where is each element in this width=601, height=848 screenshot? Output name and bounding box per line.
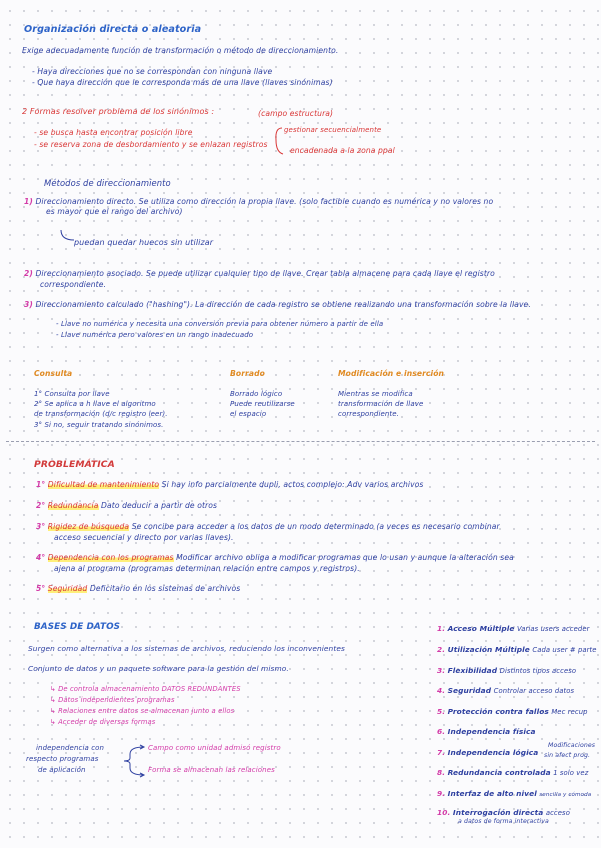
ventaja-item [437, 789, 591, 798]
ventaja-item [437, 707, 588, 716]
intro-line: Exige adecuadamente función de transformación o método de direccionamiento. [22, 46, 339, 55]
ventaja-key: Redundancia controlada [447, 768, 551, 777]
indep-label: de aplicación [38, 766, 86, 774]
op-line: Mientras se modifica [338, 390, 413, 398]
ventaja-key: Interrogación directa [452, 808, 544, 817]
op-title-borrado: Borrado [230, 369, 265, 378]
ventaja-desc: Controlar acceso datos [493, 687, 575, 695]
op-title-modificacion: Modificación e inserción [338, 369, 445, 378]
problema-number: 3° [36, 522, 46, 531]
op-line: 2° Se aplica a h llave el algoritmo [34, 400, 156, 408]
problema-item [36, 523, 500, 531]
op-line: Borrado lógico [230, 390, 283, 398]
problema-number: 4° [36, 553, 46, 562]
metodo-cont: es mayor que el rango del archivo) [46, 207, 183, 216]
ventaja-desc: Cada user # parte [532, 646, 597, 654]
ventaja-key: Seguridad [447, 686, 492, 695]
op-title-consulta: Consulta [34, 369, 73, 378]
ventaja-item [437, 686, 574, 695]
problema-item [36, 554, 514, 562]
indep-right: Campo como unidad admisó registro [148, 744, 281, 752]
problematica-heading: PROBLEMÁTICA [34, 459, 115, 470]
problema-cont: acceso secuencial y directo por varias llaves). [54, 533, 234, 542]
op-line: de transformación (d/c registro leer). [34, 410, 168, 418]
ventaja-desc: acceso [545, 809, 570, 817]
bd-point-text: De controla almacenamiento DATOS REDUNDANTES [58, 685, 241, 693]
bracket-icon [272, 126, 286, 156]
ventaja-desc: 1 solo vez [553, 769, 589, 777]
bd-heading: BASES DE DATOS [34, 622, 121, 632]
problema-key: Seguridad [47, 584, 88, 593]
sinonimos-heading: 2 Formas resolver problema de los sinónimos : [22, 107, 215, 116]
ventaja-key: Acceso Múltiple [447, 624, 515, 633]
metodo-item [24, 301, 531, 309]
metodo-text: Direccionamiento directo. Se utiliza como dirección la propia llave. (solo factible cuando es numérica y no valores no [35, 197, 494, 206]
ventaja-desc: sin afect prog. [544, 752, 591, 759]
indep-right: Forma se almacenan las relaciones [148, 766, 275, 774]
problema-item [36, 481, 424, 489]
bd-line: Conjunto de datos y un paquete software para la gestión del mismo. [28, 664, 289, 673]
ventaja-number: 8. [437, 768, 446, 777]
sinonimos-side: encadenada a la zona ppal [290, 146, 395, 155]
problema-key: Dependencia con los programas [47, 553, 174, 562]
bd-point-text: Acceder de diversas formas [58, 718, 156, 726]
metodos-heading: Métodos de direccionamiento [44, 178, 171, 188]
problema-number: 1° [36, 480, 46, 489]
bd-point: ↳ Relaciones entre datos se almacenan junto a ellos [50, 707, 235, 715]
ventaja-number: 1. [437, 624, 446, 633]
metodo-cont: correspondiente. [40, 280, 107, 289]
section-divider [6, 441, 595, 442]
bd-point: ↳ Datos independientes programas [50, 696, 175, 704]
ventaja-key: Independencia física [447, 727, 536, 736]
ventaja-item [437, 624, 590, 633]
arrow-curve-icon [58, 228, 78, 244]
problema-cont: ajena al programa (programas determinan relación entre campos y registros). [54, 564, 360, 573]
ventaja-number: 6. [437, 727, 446, 736]
ventaja-number: 9. [437, 789, 446, 798]
ventaja-item [437, 748, 538, 757]
op-line: el espacio [230, 410, 267, 418]
metodo-number: 2) [24, 269, 33, 278]
ventaja-number: 4. [437, 686, 446, 695]
ventaja-key: Flexibilidad [447, 666, 498, 675]
ventaja-key: Utilización Múltiple [447, 645, 530, 654]
sinonimos-point: - se busca hasta encontrar posición libre [34, 128, 193, 137]
sinonimos-side: gestionar secuencialmente [284, 126, 382, 134]
brace-icon [118, 744, 148, 778]
problema-item [36, 585, 240, 593]
page-title: Organización directa o aleatoria [24, 24, 202, 35]
problema-text: Dato deducir a partir de otros [101, 501, 218, 510]
ventaja-number: 5. [437, 707, 446, 716]
ventaja-desc: Mec recup [551, 708, 588, 716]
problema-key: Rigidez de búsqueda [47, 522, 130, 531]
ventaja-number: 10. [437, 808, 451, 817]
ventaja-item [437, 727, 536, 736]
ventaja-item [437, 666, 576, 675]
ventaja-item [437, 645, 597, 654]
metodo1-note: puedan quedar huecos sin utilizar [74, 238, 214, 247]
ventaja-key: Independencia lógica [447, 748, 539, 757]
bd-point: ↳ De controla almacenamiento DATOS REDUNDANTES [50, 685, 241, 693]
indep-label: independencia con [36, 744, 105, 752]
ventaja-desc: sencilla y cómoda [539, 792, 592, 798]
intro-point: - Haya direcciones que no se correspondan con ninguna llave [32, 67, 273, 76]
metodo-number: 1) [24, 197, 33, 206]
ventaja-item [437, 768, 588, 777]
ventaja-key: Interfaz de alto nivel [447, 789, 537, 798]
op-line: correspondiente. [338, 410, 400, 418]
ventaja-desc: Modificaciones [548, 742, 596, 749]
ventaja-number: 3. [437, 666, 446, 675]
op-line: Puede reutilizarse [230, 400, 295, 408]
op-line: 3° Si no, seguir tratando sinónimos. [34, 421, 164, 429]
problema-text: Se concibe para acceder a los datos de un modo determinado (a veces es necesario combinar [131, 522, 500, 531]
ventaja-number: 2. [437, 645, 446, 654]
metodo-item [24, 270, 495, 278]
bd-point-text: Relaciones entre datos se almacenan junto a ellos [58, 707, 235, 715]
problema-key: Redundancia [47, 501, 99, 510]
metodo-text: Direccionamiento calculado ("hashing"). La dirección de cada registro se obtiene realizando una transformación sobre la llave. [35, 300, 531, 309]
problema-number: 5° [36, 584, 46, 593]
problema-text: Deficitario en los sistemas de archivos [89, 584, 241, 593]
ventaja-item [437, 808, 570, 817]
op-line: 1° Consulta por llave [34, 390, 110, 398]
problema-text: Si hay info parcialmente dupli, actos complejo: Adv varios archivos [161, 480, 424, 489]
op-line: transformación de llave [338, 400, 424, 408]
ventaja-desc: Distintos tipos acceso [499, 667, 577, 675]
bd-line: Surgen como alternativa a los sistemas de archivos, reduciendo los inconvenientes [28, 644, 345, 653]
metodo3-point: - Llave numérica pero valores en un rango inadecuado [56, 331, 254, 339]
intro-point: - Que haya dirección que le corresponda más de una llave (llaves sinónimas) [32, 78, 333, 87]
problema-number: 2° [36, 501, 46, 510]
ventaja-key: Protección contra fallos [447, 707, 549, 716]
problema-text: Modificar archivo obliga a modificar programas que lo usan y aunque la alteración sea [176, 553, 514, 562]
metodo-text: Direccionamiento asociado. Se puede utilizar cualquier tipo de llave. Crear tabla almacene para cada llave el registro [35, 269, 495, 278]
bd-point: ↳ Acceder de diversas formas [50, 718, 156, 726]
sinonimos-point: - se reserva zona de desbordamiento y se enlazan registros [34, 140, 268, 149]
ventaja-desc: Varias users acceder [516, 625, 590, 633]
metodo-item [24, 198, 493, 206]
problema-key: Dificultad de mantenimiento [47, 480, 160, 489]
indep-label: respecto programas [26, 755, 99, 763]
problema-item [36, 502, 217, 510]
ventaja-desc: a datos de forma interactiva [458, 818, 549, 825]
ventaja-number: 7. [437, 748, 446, 757]
metodo3-point: - Llave no numérica y necesita una conversión previa para obtener número a partir de ella [56, 320, 384, 328]
bd-point-text: Datos independientes programas [58, 696, 175, 704]
sinonimos-note: (campo estructura) [258, 109, 334, 118]
metodo-number: 3) [24, 300, 33, 309]
